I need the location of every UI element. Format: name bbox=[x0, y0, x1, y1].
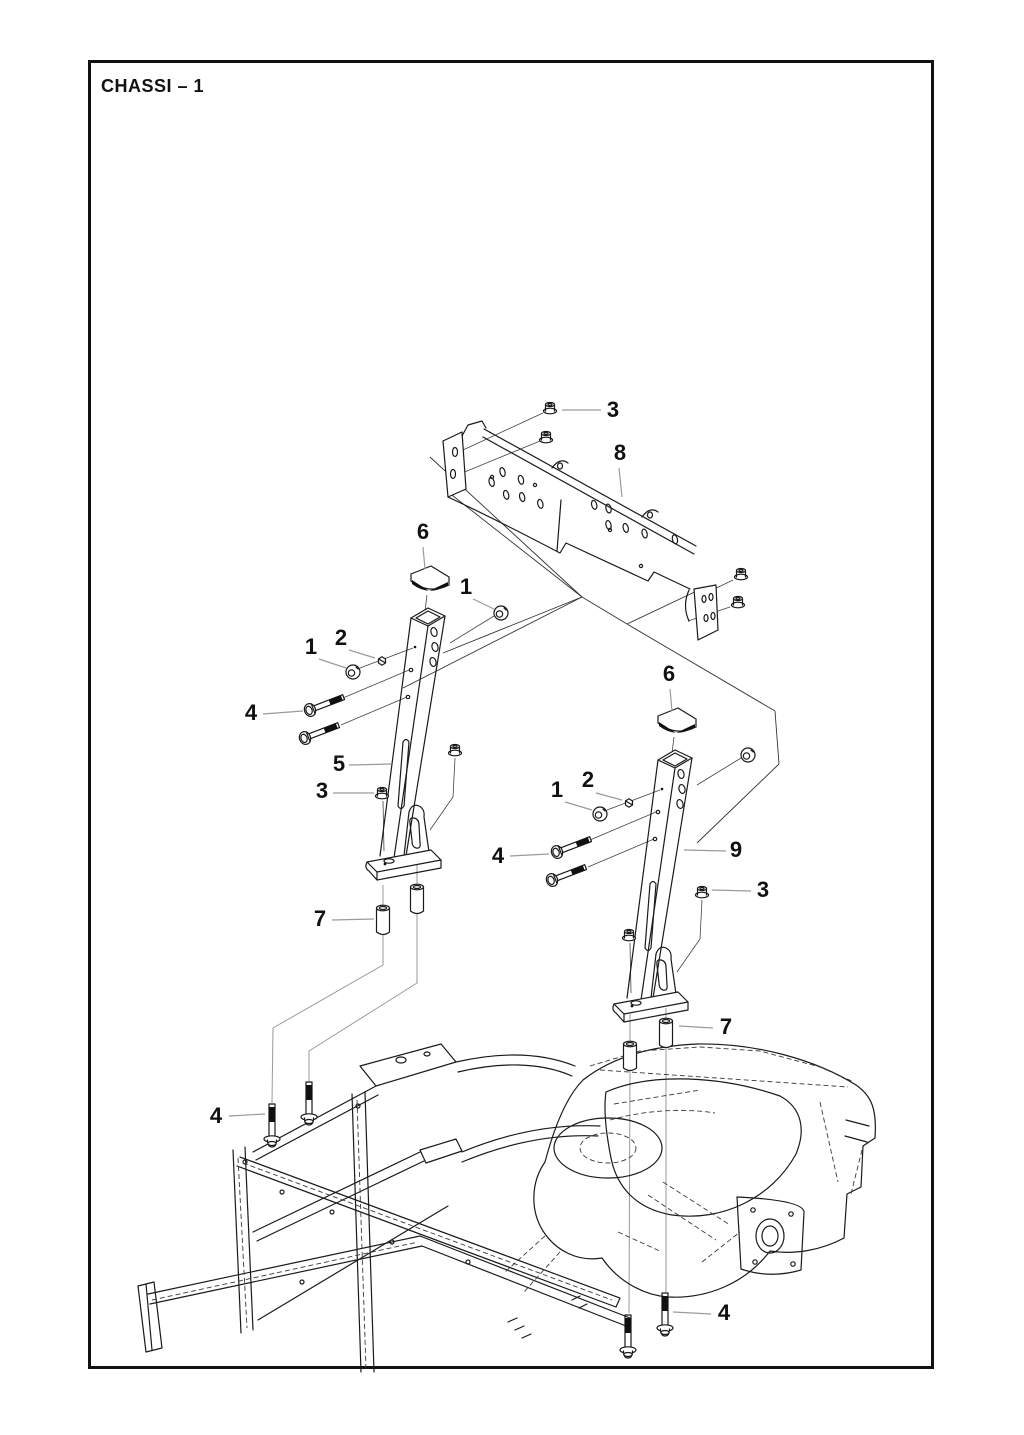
callout-label: 4 bbox=[491, 843, 505, 868]
flange-bolt-vertical bbox=[264, 1104, 280, 1147]
flange-bolt-vertical bbox=[620, 1315, 636, 1358]
assembly-axis-lines bbox=[272, 862, 666, 1313]
chassis-frame bbox=[138, 1044, 875, 1372]
callout-label: 5 bbox=[332, 751, 346, 776]
callout-label: 9 bbox=[729, 837, 743, 862]
callout-leader-lines bbox=[229, 410, 751, 1314]
spacer-sleeve bbox=[411, 884, 424, 913]
post-assembly-left-part-5 bbox=[298, 566, 508, 880]
page-title: CHASSI – 1 bbox=[101, 76, 205, 96]
spacer-sleeve bbox=[377, 905, 390, 934]
flange-nut bbox=[735, 569, 748, 580]
flange-bolt-vertical bbox=[657, 1293, 673, 1336]
callout-label: 1 bbox=[459, 574, 473, 599]
callout-label: 3 bbox=[315, 778, 329, 803]
callout-label: 4 bbox=[717, 1300, 731, 1325]
callout-label: 3 bbox=[606, 397, 620, 422]
flange-nut bbox=[732, 597, 745, 608]
callout-label: 7 bbox=[719, 1014, 733, 1039]
callout-labels bbox=[210, 397, 769, 1325]
spacer-sleeve bbox=[660, 1018, 673, 1047]
callout-label: 2 bbox=[334, 625, 348, 650]
callout-label: 2 bbox=[581, 767, 595, 792]
post-assembly-right-part-9 bbox=[545, 708, 755, 1022]
callout-label: 7 bbox=[313, 906, 327, 931]
callout-label: 1 bbox=[304, 634, 318, 659]
callout-label: 6 bbox=[662, 661, 676, 686]
flange-nut bbox=[544, 403, 557, 414]
callout-label: 6 bbox=[416, 519, 430, 544]
flange-bolt-vertical bbox=[301, 1082, 317, 1125]
spacer-sleeve bbox=[624, 1041, 637, 1070]
flange-nut bbox=[540, 432, 553, 443]
callout-label: 3 bbox=[756, 877, 770, 902]
callout-label: 4 bbox=[244, 700, 258, 725]
callout-label: 4 bbox=[209, 1103, 223, 1128]
callout-label: 1 bbox=[550, 777, 564, 802]
callout-label: 8 bbox=[613, 440, 627, 465]
